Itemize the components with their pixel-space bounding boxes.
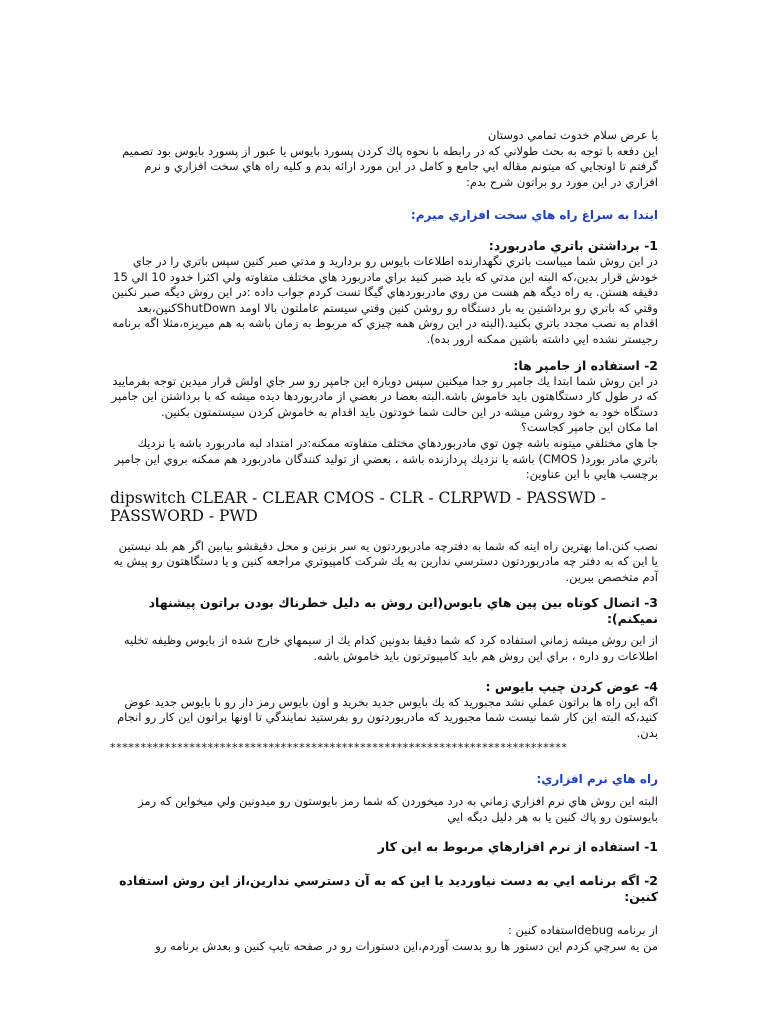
heading-2: 2- استفاده از جامپر ها: xyxy=(513,357,658,373)
paragraph-3: از اين روش ميشه زماني استفاده كرد كه شما دقيقا بدونين كدام يك از سيمهاي خارج شده از بايوس وظيفه تخليه اطلاعات رو داره ، براي اين روش هم بايد كامپيوترتون بايد خاموش باشه. xyxy=(123,633,658,664)
software-method-1: 1- استفاده از نرم افزارهاي مربوط به اين كار xyxy=(377,839,658,855)
paragraph-2-question: اما مكان اين جامپر كجاست؟ xyxy=(520,420,658,435)
paragraph-2-advice: نصب كنن.اما بهترين راه اينه كه شما به دفترچه مادربوردتون يه سر بزنين و محل دقيقشو بيابين اگر هم بلد نيستين يا اين كه به دفتر چه مادربوردتون دسترسي ندارين به يك شركت كامپيوتري مراجعه كنين و يا دستگاهتون رو پيش يه آدم متخصص ببرين. xyxy=(113,538,658,584)
paragraph-1: در اين روش شما ميباست باتري نگهدارنده اطلاعات بايوس رو برداريد و مدتي صبر كنين سپس باتري را در جاي خودش قرار بدين،كه البته اين مدتي كه بايد صبر كنيد براي مادربورد هاي مختلف متفاوته ولي اكثرا خدود 10 الي 15 دقيقه هستن. يه راه ديگه هم هست من روي مادربوردهاي گيگا تست كردم جواب داده :در اين روش ديگه صبر نكنين وقتي كه باتري رو برداشتين يه بار دستگاه رو روشن كنين وقتي سيستم عاملتون بالا اومد ShutDownكنين،بعد اقدام به نصب مجدد باتري بكنيد.(البته در اين روش همه چيزي كه مربوط به زمان باشه به هم ميريزه،مثلا اگه برنامه رجيستر نشده ايي داشته باشين ممكنه ارور بده). xyxy=(111,253,658,346)
separator-stars: *************************************************************************** xyxy=(110,741,568,755)
intro-text: اين دفعه با توجه به بحث طولاني كه در رابطه با نحوه پاك كردن پسورد بايوس يا عبور از پسورد بايوس بود تصميم گرفتم تا اونجايي كه ميتونم مقاله ايي جامع و كامل در اين مورد ارائه بدم و كليه راه هاي سخت افزاري و نرم افزاري در اين مورد رو براتون شرح بدم: xyxy=(122,143,658,189)
software-method-2: 2- اگه برنامه ايي به دست نياورديد يا اين كه به آن دسترسي ندارين،از اين روش استفاده كنين: xyxy=(119,873,658,905)
heading-1: 1- برداشتن باتري مادربورد: xyxy=(488,237,658,253)
paragraph-2: در اين روش شما ابتدا يك جامپر رو جدا ميكنين سپس دوباره اين جامپر رو سر جاي اولش قرار ميدين توجه بفرماييد كه در طول كار دستگاهتون بايد خاموش باشه.البته بعضا در بعضي از مادربوردها ديده ميشه كه با برداشتن اين جامپر دستگاه خود به خود روشن ميشه در اين حالت شما خودتون بايد اقدام به خاموش كردن سيستمتون بكنين. xyxy=(111,373,658,419)
document-body xyxy=(110,128,658,954)
paragraph-2-locations: جا هاي مختلفي ميتونه باشه چون توي مادربوردهاي مختلف متفاوته ممكنه:در امتداد لبه مادربورد باشه يا نزديك باتري مادر بورد( CMOS) باشه يا نزديك پردازنده باشه ، بعضي از توليد كنندگان مادربورد هم ممكنه بروي اين جامپر برچسب هايي با اين عناوين: xyxy=(114,435,658,482)
paragraph-4: اگه اين راه ها براتون عملي نشد مجبوريد كه يك بايوس جديد بخريد و اون بايوس رمز دار رو با بايوس جديد عوض كنيد،كه البته اين كار شما نيست شما مجبوريد كه مادربوردتون رو بفرستيد نمايندگي تا اونها براتون اين كار رو انجام بدن. xyxy=(117,694,658,740)
section-hardware-title: ابتدا به سراغ راه هاي سخت افزاري ميرم: xyxy=(410,208,658,223)
jumper-labels: dipswitch CLEAR - CLEAR CMOS - CLR - CLRPWD - PASSWD - PASSWORD - PWD xyxy=(110,488,606,525)
section-software-title: راه هاي نرم افزاري: xyxy=(536,772,658,787)
heading-3: 3- اتصال كوتاه بين پين هاي بايوس(اين روش به دليل خطرناك بودن براتون پيشنهاد نميكنم): xyxy=(148,595,658,627)
heading-4: 4- عوض كردن چيپ بايوس : xyxy=(485,678,658,694)
paragraph-5: البته اين روش هاي نرم افزاري زماني به درد ميخوردن كه شما رمز بايوستون رو ميدونين ولي ميخواين كه رمز بايوستون رو پاك كنين يا به هر دليل ديگه ايي xyxy=(138,794,658,824)
paragraph-debug: از برنامه debugاستفاده كنين : xyxy=(507,923,658,938)
intro-greeting: با عرض سلام خدوت تمامي دوستان xyxy=(487,128,658,142)
paragraph-commands: من يه سرچي كردم اين دستور ها رو بدست آوردم،اين دستورات رو در صفحه تايپ كنين و بعدش برنامه رو xyxy=(155,938,658,953)
